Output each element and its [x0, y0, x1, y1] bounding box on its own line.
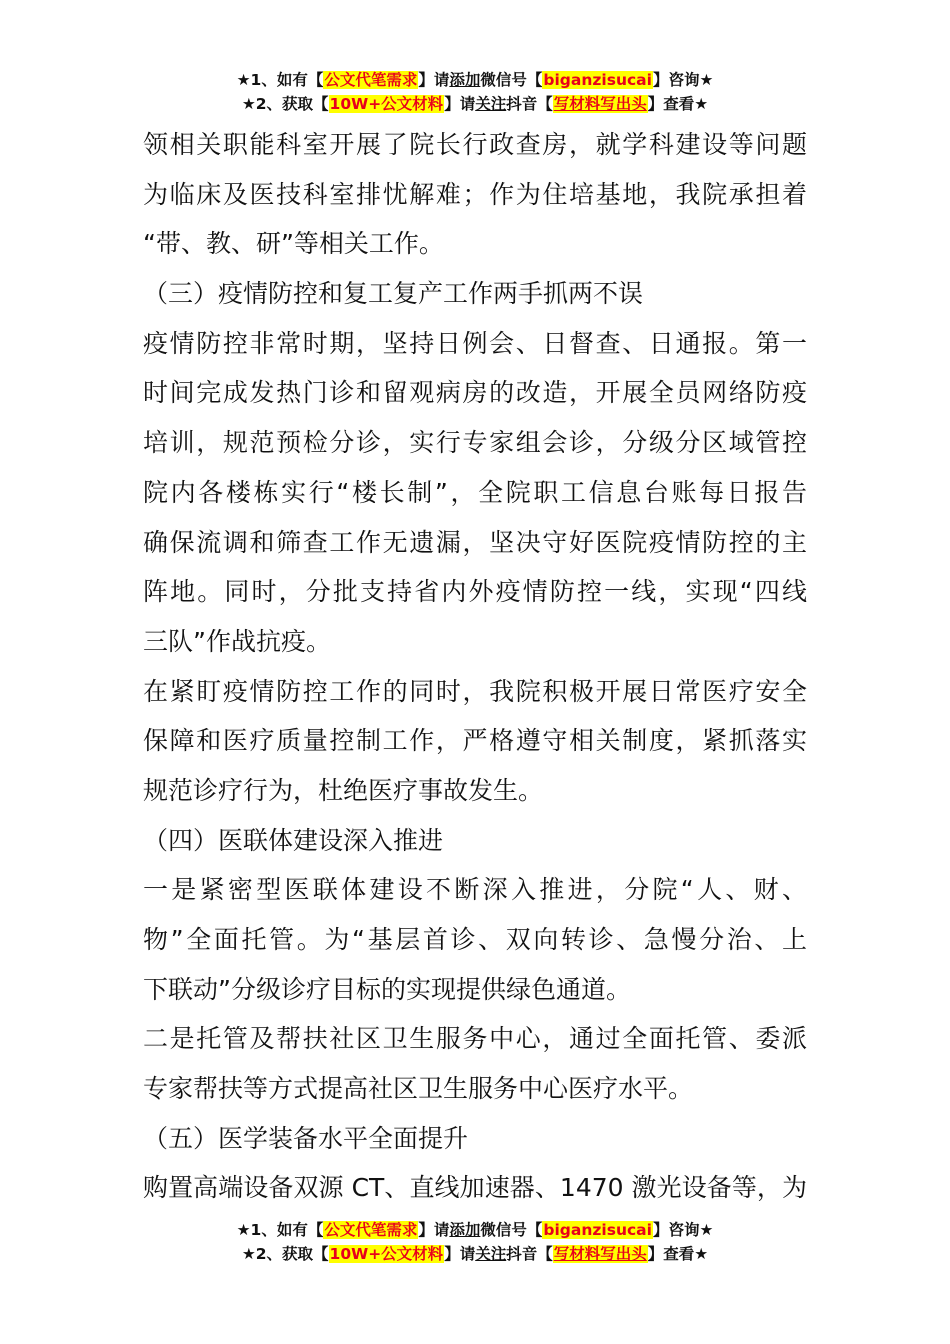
- promo-highlight: 公文代笔需求: [324, 1221, 418, 1239]
- promo-highlight: 10W+公文材料: [329, 1245, 444, 1263]
- promo-underline: 添加: [449, 1221, 481, 1239]
- body-text-line: （五）医学装备水平全面提升: [143, 1123, 469, 1153]
- promo-text: 】咨询★: [652, 1221, 714, 1239]
- promo-line-2: [0, 1242, 950, 1266]
- promo-text: 抖音【: [506, 95, 553, 113]
- promo-underline: 添加: [449, 71, 481, 89]
- promo-text: 】查看★: [647, 1245, 709, 1263]
- promo-line-1: [0, 68, 950, 92]
- header-promo-banner: [0, 68, 950, 116]
- body-text-line: 专家帮扶等方式提高社区卫生服务中心医疗水平。: [143, 1074, 694, 1104]
- body-text-line: 疫情防控非常时期，坚持日例会、日督查、日通报。第一: [143, 328, 807, 358]
- body-text-line: 院内各楼栋实行“楼长制”，全院职工信息台账每日报告: [143, 477, 807, 507]
- body-text-line: 购置高端设备双源 CT、直线加速器、1470 激光设备等，为: [143, 1173, 807, 1203]
- footer-promo-banner: [0, 1218, 950, 1266]
- body-text-line: （三）疫情防控和复工复产工作两手抓两不误: [143, 279, 644, 309]
- body-text-line: （四）医联体建设深入推进: [143, 825, 444, 855]
- douyin-id-highlight: 写材料写出头: [553, 95, 647, 113]
- promo-text: ★2、获取【: [241, 1245, 329, 1263]
- promo-text: 】查看★: [647, 95, 709, 113]
- wechat-id-highlight: biganzisucai: [543, 71, 652, 89]
- body-text-line: 领相关职能科室开展了院长行政查房，就学科建设等问题: [143, 130, 807, 159]
- promo-text: 微信号【: [480, 71, 543, 89]
- document-body: [143, 120, 807, 1213]
- wechat-id-highlight: biganzisucai: [543, 1221, 652, 1239]
- promo-text: ★1、如有【: [236, 71, 324, 89]
- body-text-line: 时间完成发热门诊和留观病房的改造，开展全员网络防疫: [143, 378, 807, 408]
- body-text-line: 在紧盯疫情防控工作的同时，我院积极开展日常医疗安全: [143, 676, 807, 706]
- promo-text: 微信号【: [480, 1221, 543, 1239]
- douyin-id-highlight: 写材料写出头: [553, 1245, 647, 1263]
- body-text-line: 确保流调和筛查工作无遗漏，坚决守好医院疫情防控的主: [143, 527, 807, 557]
- body-text-line: 一是紧密型医联体建设不断深入推进，分院“人、财、: [143, 875, 807, 905]
- promo-text: 抖音【: [506, 1245, 553, 1263]
- promo-line-1: [0, 1218, 950, 1242]
- body-text-line: 物”全面托管。为“基层首诊、双向转诊、急慢分治、上: [143, 925, 807, 954]
- body-text-line: 下联动”分级诊疗目标的实现提供绿色通道。: [143, 974, 631, 1004]
- body-text-line: 阵地。同时，分批支持省内外疫情防控一线，实现“四线: [143, 577, 807, 607]
- promo-highlight: 10W+公文材料: [329, 95, 444, 113]
- promo-text: 】咨询★: [652, 71, 714, 89]
- promo-text: 】请: [444, 1245, 476, 1263]
- body-text-line: “带、教、研”等相关工作。: [143, 229, 444, 259]
- promo-text: 】请: [418, 1221, 450, 1239]
- promo-text: ★2、获取【: [241, 95, 329, 113]
- body-text-line: 二是托管及帮扶社区卫生服务中心，通过全面托管、委派: [143, 1024, 807, 1054]
- body-text-line: 培训，规范预检分诊，实行专家组会诊，分级分区域管控: [143, 428, 807, 458]
- promo-underline: 关注: [475, 1245, 507, 1263]
- promo-line-2: [0, 92, 950, 116]
- body-text-line: 保障和医疗质量控制工作，严格遵守相关制度，紧抓落实: [143, 726, 807, 756]
- promo-underline: 关注: [475, 95, 507, 113]
- promo-text: ★1、如有【: [236, 1221, 324, 1239]
- promo-text: 】请: [418, 71, 450, 89]
- body-text-line: 规范诊疗行为，杜绝医疗事故发生。: [143, 775, 544, 805]
- promo-text: 】请: [444, 95, 476, 113]
- body-text-line: 三队”作战抗疫。: [143, 626, 331, 656]
- body-text-line: 为临床及医技科室排忧解难；作为住培基地，我院承担着: [143, 179, 807, 209]
- promo-highlight: 公文代笔需求: [324, 71, 418, 89]
